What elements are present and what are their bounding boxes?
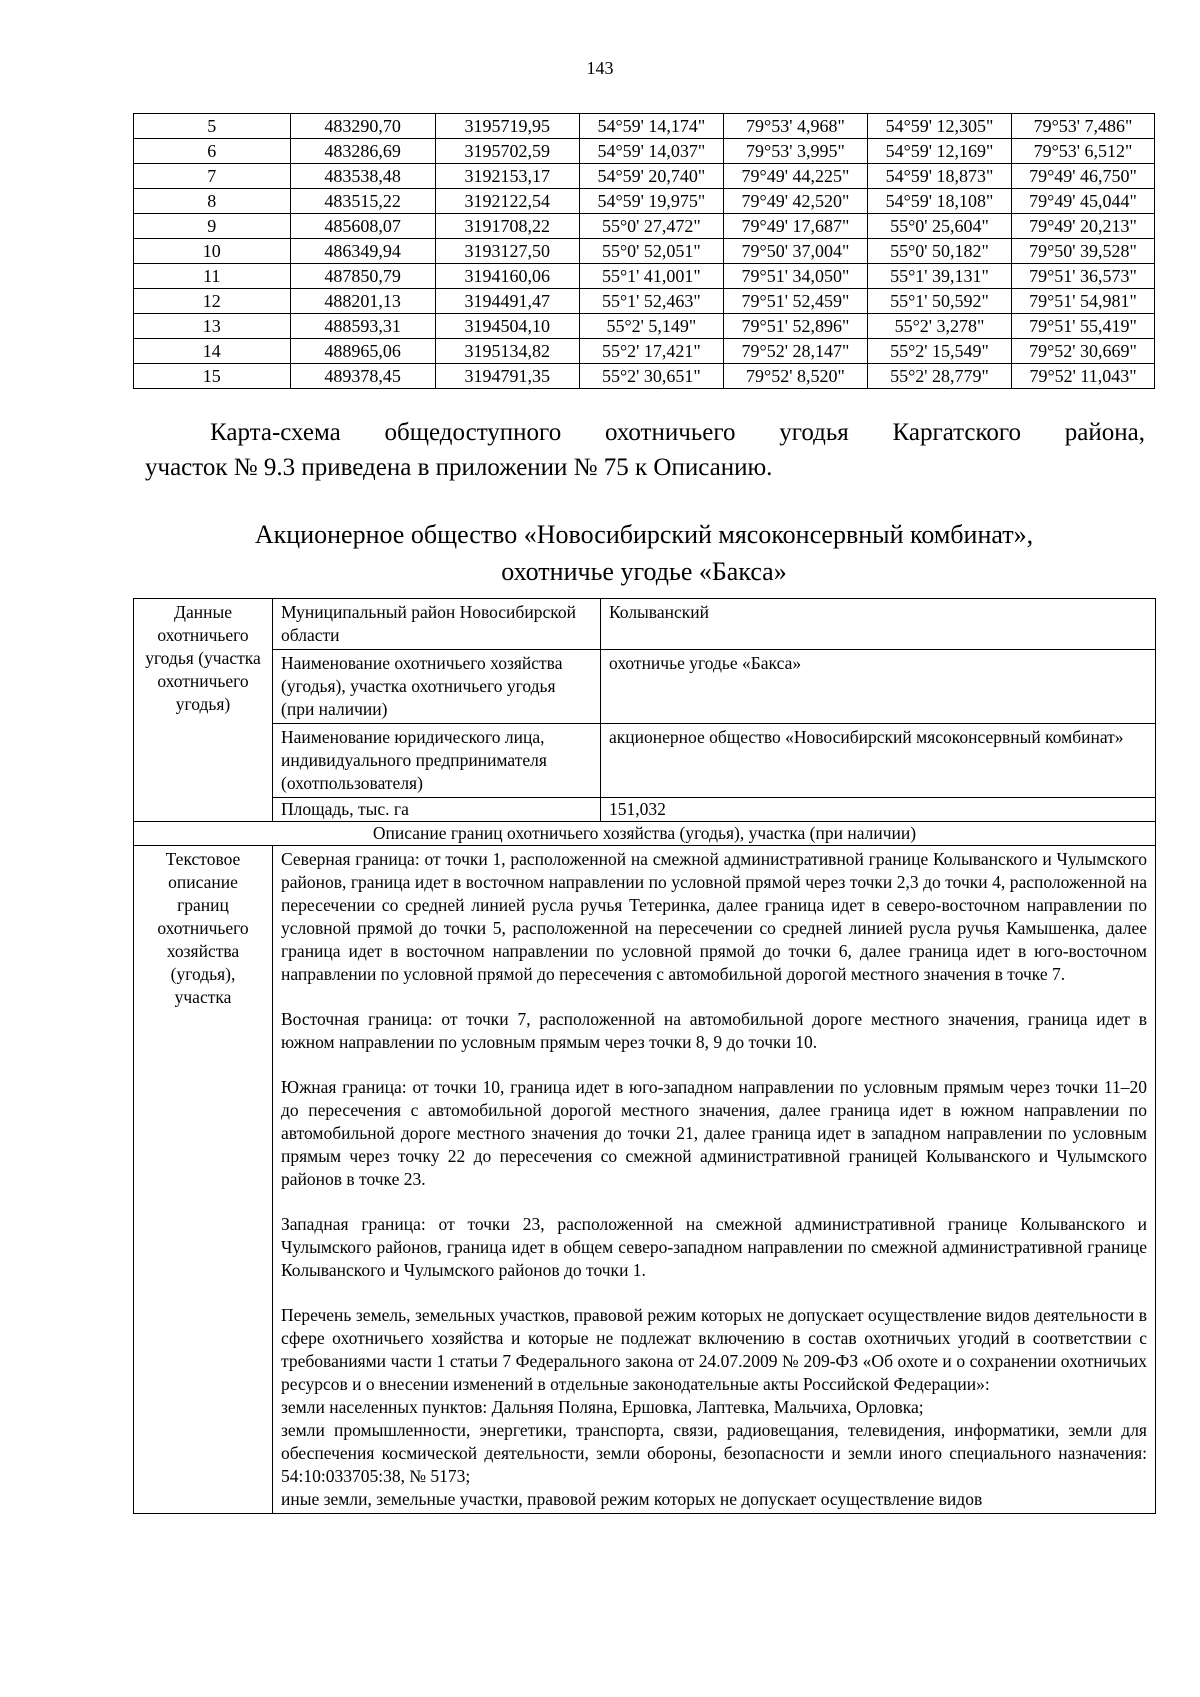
- coordinate-cell: 79°52' 8,520": [723, 364, 867, 389]
- coordinate-cell: 3194160,06: [435, 264, 579, 289]
- coordinates-table: [133, 113, 1155, 389]
- coordinate-cell: 54°59' 18,108": [867, 189, 1011, 214]
- table-row: [134, 364, 1155, 389]
- section-label: Данные охотничьего угодья (участка охотничьего угодья): [134, 599, 273, 822]
- table-row: [134, 846, 1156, 1514]
- coordinate-cell: 55°2' 30,651": [579, 364, 723, 389]
- point-number-cell: 6: [134, 139, 291, 164]
- coordinate-cell: 55°1' 41,001": [579, 264, 723, 289]
- coordinate-cell: 3194504,10: [435, 314, 579, 339]
- coordinate-cell: 486349,94: [290, 239, 435, 264]
- coordinate-cell: 483290,70: [290, 114, 435, 139]
- coordinate-cell: 79°50' 37,004": [723, 239, 867, 264]
- text-description-label: Текстовое описание границ охотничьего хозяйства (угодья), участка: [134, 846, 273, 1514]
- coordinate-cell: 3195719,95: [435, 114, 579, 139]
- coordinate-cell: 79°49' 20,213": [1012, 214, 1155, 239]
- hunting-ground-table: [133, 598, 1156, 1514]
- coordinate-cell: 55°2' 15,549": [867, 339, 1011, 364]
- coordinate-cell: 3191708,22: [435, 214, 579, 239]
- coordinate-cell: 3193127,50: [435, 239, 579, 264]
- coordinate-cell: 488201,13: [290, 289, 435, 314]
- coordinate-cell: 483515,22: [290, 189, 435, 214]
- coordinate-cell: 55°2' 28,779": [867, 364, 1011, 389]
- coordinate-cell: 3194491,47: [435, 289, 579, 314]
- coordinate-cell: 55°0' 50,182": [867, 239, 1011, 264]
- coordinate-cell: 79°52' 11,043": [1012, 364, 1155, 389]
- coordinate-cell: 55°2' 5,149": [579, 314, 723, 339]
- table-row: [134, 599, 1156, 650]
- coordinate-cell: 79°50' 39,528": [1012, 239, 1155, 264]
- table-row: [134, 214, 1155, 239]
- north-boundary-text: Северная граница: от точки 1, расположенной на смежной административной границе Колыванского и Чулымского районов, граница идет в восточном направлении по условной прямой через точки 2,3 до точки 4, расположенной на пересечении со средней линией русла ручья Тетеринка, далее граница идет в северо-восточном направлении по условной прямой до точки 5, расположенной на пересечении со средней линией русла ручья Камышенка, далее граница идет в восточном направлении по условной прямой до точки 6, далее граница идет в юго-восточном направлении по условной прямой до пересечения с автомобильной дорогой местного значения в точке 7.: [281, 849, 1147, 984]
- table-row: [134, 239, 1155, 264]
- point-number-cell: 8: [134, 189, 291, 214]
- coordinate-cell: 54°59' 14,037": [579, 139, 723, 164]
- row-label: Муниципальный район Новосибирской области: [273, 599, 601, 650]
- coordinate-cell: 483538,48: [290, 164, 435, 189]
- coordinate-cell: 79°51' 52,896": [723, 314, 867, 339]
- coordinate-cell: 79°49' 45,044": [1012, 189, 1155, 214]
- coordinate-cell: 55°1' 52,463": [579, 289, 723, 314]
- table-row: [134, 139, 1155, 164]
- coordinate-cell: 487850,79: [290, 264, 435, 289]
- map-note-line-1: Карта-схема общедоступного охотничьего угодья Каргатского района,: [210, 419, 1145, 446]
- coordinate-cell: 79°51' 36,573": [1012, 264, 1155, 289]
- table-row: [134, 189, 1155, 214]
- coordinate-cell: 3192122,54: [435, 189, 579, 214]
- table-row: [134, 798, 1156, 822]
- coordinate-cell: 79°52' 28,147": [723, 339, 867, 364]
- excluded-lands-settlements: земли населенных пунктов: Дальняя Поляна, Ершовка, Лаптевка, Мальчиха, Орловка;: [281, 1397, 924, 1417]
- coordinate-cell: 55°2' 3,278": [867, 314, 1011, 339]
- excluded-lands-intro: Перечень земель, земельных участков, правовой режим которых не допускает осуществление видов деятельности в сфере охотничьего хозяйства и которые не подлежат включению в состав охотничьих угодий в соответствии с требованиями части 1 статьи 7 Федерального закона от 24.07.2009 № 209-ФЗ «Об охоте и о сохранении охотничьих ресурсов и о внесении изменений в отдельные законодательные акты Российской Федерации»:: [281, 1305, 1147, 1394]
- row-value: акционерное общество «Новосибирский мясоконсервный комбинат»: [601, 724, 1156, 798]
- excluded-lands-industry: земли промышленности, энергетики, транспорта, связи, радиовещания, телевидения, информатики, земли для обеспечения космической деятельности, земли обороны, безопасности и земли иного специального назначения: 54:10:033705:38, № 5173;: [281, 1420, 1147, 1486]
- coordinate-cell: 483286,69: [290, 139, 435, 164]
- row-label: Наименование охотничьего хозяйства (угодья), участка охотничьего угодья (при наличии): [273, 650, 601, 724]
- east-boundary-text: Восточная граница: от точки 7, расположенной на автомобильной дороге местного значения, граница идет в южном направлении по условным прямым через точки 8, 9 до точки 10.: [281, 1009, 1147, 1052]
- coordinate-cell: 79°49' 44,225": [723, 164, 867, 189]
- coordinate-cell: 3195134,82: [435, 339, 579, 364]
- coordinate-cell: 55°0' 52,051": [579, 239, 723, 264]
- coordinate-cell: 79°49' 17,687": [723, 214, 867, 239]
- coordinate-cell: 54°59' 18,873": [867, 164, 1011, 189]
- coordinate-cell: 55°1' 39,131": [867, 264, 1011, 289]
- boundaries-header: Описание границ охотничьего хозяйства (угодья), участка (при наличии): [134, 822, 1156, 846]
- boundaries-description: [273, 846, 1156, 1514]
- coordinate-cell: 3192153,17: [435, 164, 579, 189]
- coordinate-cell: 79°49' 42,520": [723, 189, 867, 214]
- coordinate-cell: 54°59' 20,740": [579, 164, 723, 189]
- table-row: [134, 724, 1156, 798]
- section-heading-line-1: Акционерное общество «Новосибирский мясоконсервный комбинат»,: [254, 520, 1034, 549]
- coordinate-cell: 79°53' 4,968": [723, 114, 867, 139]
- coordinate-cell: 79°52' 30,669": [1012, 339, 1155, 364]
- point-number-cell: 10: [134, 239, 291, 264]
- west-boundary-text: Западная граница: от точки 23, расположенной на смежной административной границе Колыванского и Чулымского районов, граница идет в общем северо-западном направлении по смежной административной границе Колыванского и Чулымского районов до точки 1.: [281, 1214, 1147, 1280]
- section-heading: [133, 516, 1155, 590]
- table-row: [134, 650, 1156, 724]
- coordinate-cell: 79°53' 7,486": [1012, 114, 1155, 139]
- south-boundary-text: Южная граница: от точки 10, граница идет в юго-западном направлении по условным прямым через точки 11–20 до пересечения с автомобильной дорогой местного значения, далее граница идет в южном направлении по автомобильной дороге местного значения до точки 21, далее граница идет в западном направлении по условным прямым через точку 22 до пересечения со смежной административной границей Колыванского и Чулымского районов в точке 23.: [281, 1077, 1147, 1189]
- coordinate-cell: 488965,06: [290, 339, 435, 364]
- coordinate-cell: 79°51' 55,419": [1012, 314, 1155, 339]
- table-row: [134, 314, 1155, 339]
- point-number-cell: 11: [134, 264, 291, 289]
- row-value: 151,032: [601, 798, 1156, 822]
- point-number-cell: 5: [134, 114, 291, 139]
- coordinate-cell: 3195702,59: [435, 139, 579, 164]
- table-row: [134, 822, 1156, 846]
- coordinate-cell: 79°53' 3,995": [723, 139, 867, 164]
- coordinate-cell: 489378,45: [290, 364, 435, 389]
- coordinate-cell: 54°59' 12,305": [867, 114, 1011, 139]
- point-number-cell: 9: [134, 214, 291, 239]
- table-row: [134, 264, 1155, 289]
- table-row: [134, 114, 1155, 139]
- coordinate-cell: 54°59' 19,975": [579, 189, 723, 214]
- row-label: Наименование юридического лица, индивидуального предпринимателя (охотпользователя): [273, 724, 601, 798]
- coordinate-cell: 485608,07: [290, 214, 435, 239]
- coordinate-cell: 55°2' 17,421": [579, 339, 723, 364]
- row-value: охотничье угодье «Бакса»: [601, 650, 1156, 724]
- map-note-line-2: участок № 9.3 приведена в приложении № 75 к Описанию.: [145, 454, 773, 481]
- point-number-cell: 12: [134, 289, 291, 314]
- row-label: Площадь, тыс. га: [273, 798, 601, 822]
- excluded-lands-other: иные земли, земельные участки, правовой режим которых не допускает осуществление видов: [281, 1489, 983, 1509]
- point-number-cell: 14: [134, 339, 291, 364]
- row-value: Колыванский: [601, 599, 1156, 650]
- coordinate-cell: 55°0' 25,604": [867, 214, 1011, 239]
- point-number-cell: 13: [134, 314, 291, 339]
- coordinate-cell: 54°59' 12,169": [867, 139, 1011, 164]
- coordinate-cell: 79°49' 46,750": [1012, 164, 1155, 189]
- coordinate-cell: 3194791,35: [435, 364, 579, 389]
- coordinate-cell: 488593,31: [290, 314, 435, 339]
- coordinate-cell: 55°0' 27,472": [579, 214, 723, 239]
- coordinate-cell: 79°51' 34,050": [723, 264, 867, 289]
- coordinate-cell: 54°59' 14,174": [579, 114, 723, 139]
- coordinate-cell: 79°51' 54,981": [1012, 289, 1155, 314]
- point-number-cell: 7: [134, 164, 291, 189]
- coordinate-cell: 79°51' 52,459": [723, 289, 867, 314]
- coordinate-cell: 55°1' 50,592": [867, 289, 1011, 314]
- section-heading-line-2: охотничье угодье «Бакса»: [501, 557, 787, 586]
- page-number: 143: [586, 58, 614, 78]
- table-row: [134, 339, 1155, 364]
- table-row: [134, 164, 1155, 189]
- point-number-cell: 15: [134, 364, 291, 389]
- table-row: [134, 289, 1155, 314]
- coordinate-cell: 79°53' 6,512": [1012, 139, 1155, 164]
